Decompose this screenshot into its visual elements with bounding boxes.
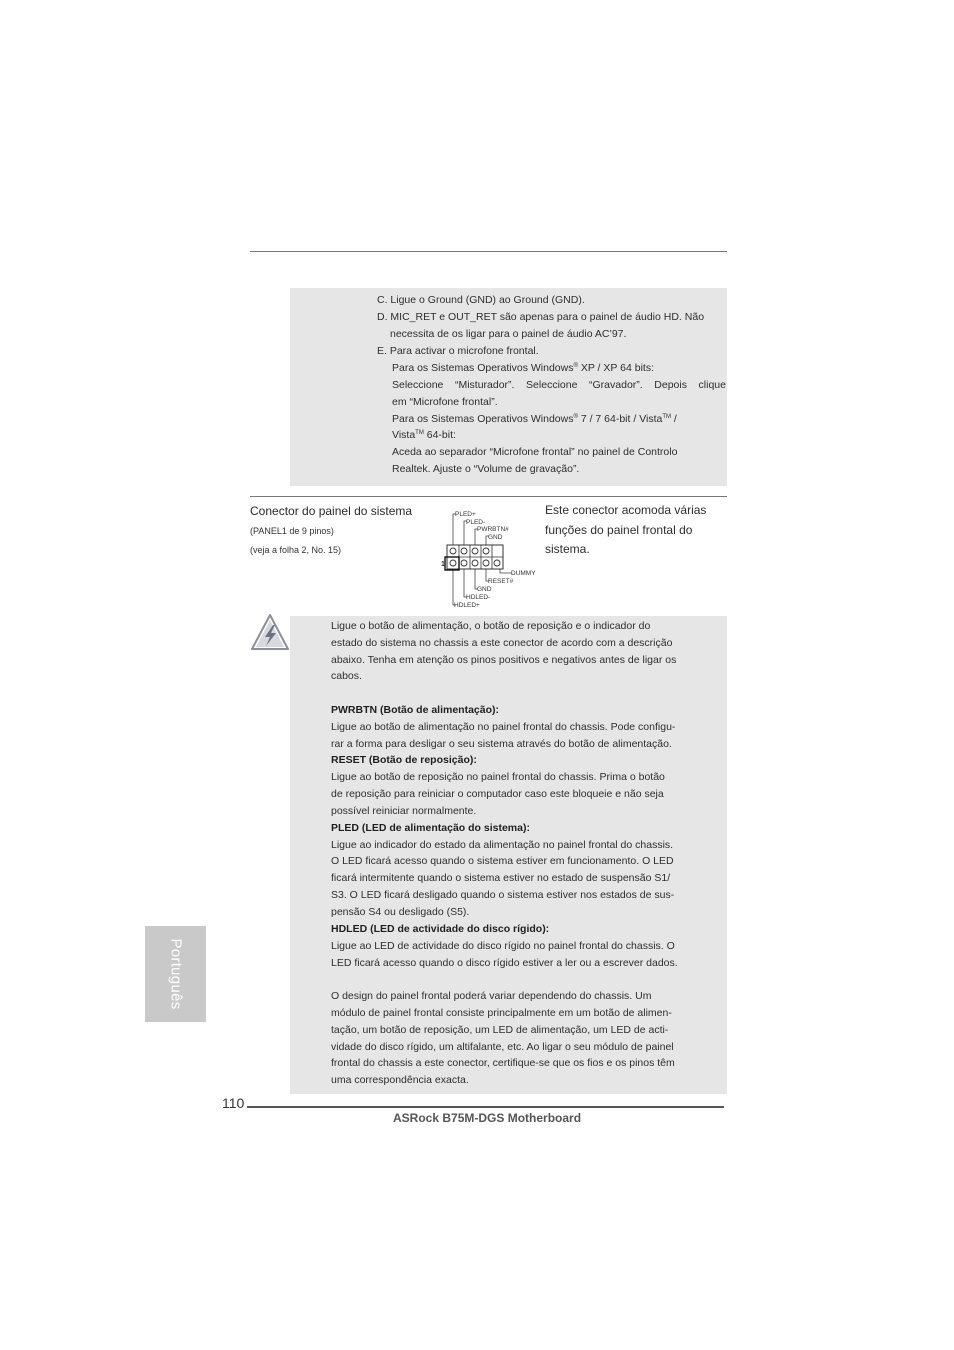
pwrbtn-line1: Ligue ao botão de alimentação no painel frontal do chassis. Pode configu- <box>331 721 676 733</box>
top-rule <box>250 251 727 252</box>
label-pwrbtn: PWRBTN# <box>477 526 509 533</box>
pled-line1: Ligue ao indicador do estado da alimentação no painel frontal do chassis. <box>331 839 674 851</box>
hdled-line1: Ligue ao LED de actividade do disco rígido no painel frontal do chassis. O <box>331 940 675 952</box>
reset-line3: possível reiniciar normalmente. <box>331 805 477 817</box>
label-gnd-bottom: GND <box>477 586 492 593</box>
label-gnd-top: GND <box>488 534 503 541</box>
label-dummy: DUMMY <box>511 570 536 577</box>
panel-pins: (PANEL1 de 9 pinos) <box>250 526 334 536</box>
note-d-line2: necessita de os ligar para o painel de áudio AC’97. <box>390 328 627 340</box>
intro-line4: cabos. <box>331 670 362 682</box>
pled-line5: pensão S4 ou desligado (S5). <box>331 906 470 918</box>
warning-icon <box>249 612 291 652</box>
hdled-line2: LED ficará acesso quando o disco rígido estiver a ler ou a escrever dados. <box>331 957 678 969</box>
language-tab <box>145 926 206 1022</box>
note-xp-os: Para os Sistemas Operativos Windows® XP / XP 64 bits: <box>392 362 654 374</box>
intro-line3: abaixo. Tenha em atenção os pinos positivos e negativos antes de ligar os <box>331 654 677 666</box>
hdled-heading: HDLED (LED de actividade do disco rígido): <box>331 923 550 935</box>
pwrbtn-line2: rar a forma para desligar o seu sistema através do botão de alimentação. <box>331 738 672 750</box>
panel-title: Conector do painel do sistema <box>250 504 413 518</box>
page-number: 110 <box>222 1095 245 1111</box>
reset-line2: de reposição para reiniciar o computador caso este bloqueie e não seja <box>331 788 664 800</box>
note-c: C. Ligue o Ground (GND) ao Ground (GND). <box>377 294 585 306</box>
note-w7-os: Para os Sistemas Operativos Windows® 7 / 7 64-bit / Vista™ / <box>392 413 677 425</box>
design-line5: frontal do chassis a este conector, certifique-se que os fios e os pinos têm <box>331 1057 675 1069</box>
panel1-connector-diagram <box>440 505 536 610</box>
label-hdled-minus: HDLED- <box>466 594 491 601</box>
panel-ref: (veja a folha 2, No. 15) <box>250 545 342 555</box>
panel-desc-line3: sistema. <box>545 542 590 556</box>
note-xp-text1: Seleccione “Misturador”. Seleccione “Gravador”. Depois clique <box>392 379 726 391</box>
intro-line1: Ligue o botão de alimentação, o botão de reposição e o indicador do <box>331 620 651 632</box>
panel-desc-line2: funções do painel frontal do <box>545 523 693 537</box>
note-vista: Vista™ 64-bit: <box>392 429 456 441</box>
footer-rule <box>247 1106 724 1108</box>
pled-heading: PLED (LED de alimentação do sistema): <box>331 822 530 834</box>
pled-line4: S3. O LED ficará desligado quando o sistema estiver nos estados de sus- <box>331 889 675 901</box>
reset-heading: RESET (Botão de reposição): <box>331 754 477 766</box>
pled-line2: O LED ficará acesso quando o sistema estiver em funcionamento. O LED <box>331 855 674 867</box>
section-rule <box>250 496 727 497</box>
reset-line1: Ligue ao botão de reposição no painel frontal do chassis. Prima o botão <box>331 771 665 783</box>
design-line3: tação, um botão de reposição, um LED de alimentação, um LED de acti- <box>331 1024 669 1036</box>
panel-desc-line1: Este conector acomoda várias <box>545 503 707 517</box>
design-line4: vidade do disco rígido, um altifalante, etc. Ao ligar o seu módulo de painel <box>331 1041 674 1053</box>
design-line1: O design do painel frontal poderá variar dependendo do chassis. Um <box>331 990 652 1002</box>
footer-title: ASRock B75M-DGS Motherboard <box>393 1111 582 1125</box>
note-xp-text2: em “Microfone frontal”. <box>392 396 498 408</box>
note-w7-text2: Realtek. Ajuste o “Volume de gravação”. <box>392 463 580 475</box>
note-e: E. Para activar o microfone frontal. <box>377 345 539 357</box>
label-hdled-plus: HDLED+ <box>454 602 480 609</box>
label-pled-minus: PLED- <box>466 519 486 526</box>
pwrbtn-heading: PWRBTN (Botão de alimentação): <box>331 704 500 716</box>
language-tab-label: Português <box>167 938 184 1010</box>
note-d-line1: D. MIC_RET e OUT_RET são apenas para o painel de áudio HD. Não <box>377 311 705 323</box>
label-reset: RESET# <box>488 578 514 585</box>
intro-line2: estado do sistema no chassis a este conector de acordo com a descrição <box>331 637 673 649</box>
note-w7-text1: Aceda ao separador “Microfone frontal” no painel de Controlo <box>392 446 678 458</box>
label-pled-plus: PLED+ <box>455 511 476 518</box>
pin-one-marker: 1 <box>441 561 445 568</box>
design-line6: uma correspondência exacta. <box>331 1074 469 1086</box>
pled-line3: ficará intermitente quando o sistema estiver no estado de suspensão S1/ <box>331 872 671 884</box>
design-line2: módulo de painel frontal consiste principalmente em um botão de alimen- <box>331 1007 672 1019</box>
